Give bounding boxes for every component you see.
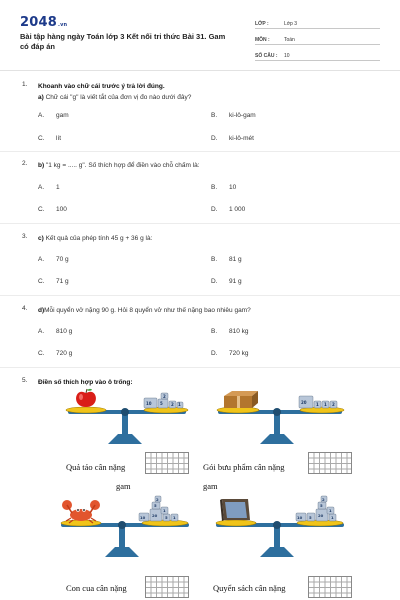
- weight-label: 2: [156, 497, 159, 502]
- option-b[interactable]: [211, 112, 256, 119]
- question-text: [38, 305, 383, 316]
- weight-label: 1: [316, 402, 319, 407]
- option-letter: A.: [38, 112, 45, 119]
- meta-value: 10: [284, 53, 290, 59]
- apple-icon: [76, 389, 96, 407]
- option-a[interactable]: [38, 184, 60, 191]
- option-c[interactable]: [38, 278, 69, 285]
- weight-label: 10: [146, 401, 152, 406]
- meta-row-count: [255, 48, 380, 61]
- meta-row-class: [255, 16, 380, 29]
- crab-icon: [62, 500, 100, 523]
- question-text: [38, 81, 383, 103]
- question-body: "1 kg = ..... g". Số thích hợp để điền vào chỗ chấm là:: [44, 162, 200, 169]
- scale-caption: Quyển sách cân nặng: [213, 583, 286, 593]
- question-instruction: Điền số thích hợp vào ô trống:: [38, 379, 133, 386]
- weight-label: 10: [140, 515, 146, 520]
- meta-key: SỐ CÂU :: [255, 53, 278, 59]
- option-letter: A.: [38, 328, 45, 335]
- weight-label: 1: [163, 508, 166, 513]
- answer-grid[interactable]: [308, 576, 352, 598]
- weight-label: 1: [331, 515, 334, 520]
- weight-label: 2: [332, 402, 335, 407]
- weight-label: 5: [320, 503, 323, 508]
- meta-info: [255, 16, 380, 64]
- logo-main: 2048: [20, 15, 57, 30]
- answer-grid[interactable]: [145, 452, 189, 474]
- weight-label: 5: [160, 401, 163, 406]
- option-a[interactable]: [38, 328, 72, 335]
- option-c[interactable]: [38, 135, 61, 142]
- question-number: 1.: [22, 81, 28, 88]
- weight-label: 20: [318, 513, 324, 518]
- option-letter: B.: [211, 184, 218, 191]
- question-instruction: Khoanh vào chữ cái trước ý trả lời đúng.: [38, 83, 165, 90]
- weight-label: 1: [178, 402, 181, 407]
- option-text: 1: [56, 184, 60, 191]
- option-text: 720 kg: [229, 350, 249, 357]
- question-number: 5.: [22, 377, 28, 384]
- option-letter: A.: [38, 184, 45, 191]
- weight-label: 1: [324, 402, 327, 407]
- parcel-icon: [224, 391, 258, 408]
- option-a[interactable]: [38, 256, 69, 263]
- option-b[interactable]: [211, 256, 242, 263]
- document-title: Bài tập hàng ngày Toán lớp 3 Kết nối tri thức Bài 31. Gam có đáp án: [20, 32, 226, 51]
- header-divider: [0, 70, 400, 71]
- weight-label: 10: [297, 515, 303, 520]
- unit-label: gam: [116, 481, 131, 491]
- option-d[interactable]: [211, 278, 242, 285]
- weight-label: 5: [154, 503, 157, 508]
- question-number: 2.: [22, 160, 28, 167]
- option-text: 81 g: [229, 256, 242, 263]
- option-a[interactable]: [38, 112, 69, 119]
- option-letter: B.: [211, 112, 218, 119]
- option-letter: C.: [38, 350, 45, 357]
- weight-label: 5: [309, 515, 312, 520]
- option-text: 70 g: [56, 256, 69, 263]
- option-c[interactable]: [38, 350, 72, 357]
- weight-label: 1: [173, 515, 176, 520]
- option-text: 91 g: [229, 278, 242, 285]
- weight-label: 20: [152, 513, 158, 518]
- meta-row-subject: [255, 32, 380, 45]
- question-prefix: c): [38, 235, 44, 242]
- site-logo[interactable]: [20, 15, 67, 30]
- question-separator: [0, 367, 400, 368]
- option-text: 720 g: [56, 350, 73, 357]
- option-letter: C.: [38, 206, 45, 213]
- balance-scale-crab: [55, 493, 195, 563]
- option-c[interactable]: [38, 206, 67, 213]
- logo-suffix: .vn: [57, 22, 68, 28]
- scale-caption: Gói bưu phẩm cân nặng: [203, 462, 285, 472]
- weight-label: 5: [165, 515, 168, 520]
- question-prefix: b): [38, 162, 45, 169]
- question-number: 4.: [22, 305, 28, 312]
- option-d[interactable]: [211, 350, 249, 357]
- option-text: 71 g: [56, 278, 69, 285]
- weight-label: 1: [329, 508, 332, 513]
- option-d[interactable]: [211, 135, 254, 142]
- meta-key: MÔN :: [255, 37, 270, 43]
- answer-grid[interactable]: [145, 576, 189, 598]
- option-text: 1 000: [229, 206, 246, 213]
- meta-key: LỚP :: [255, 21, 269, 27]
- option-text: ki-lô-gam: [229, 112, 256, 119]
- question-body: Chữ cái "g" là viết tắt của đơn vị đo nào dưới đây?: [43, 94, 192, 101]
- unit-label: gam: [203, 481, 218, 491]
- answer-grid[interactable]: [308, 452, 352, 474]
- option-text: ki-lô-mét: [229, 135, 254, 142]
- option-b[interactable]: [211, 328, 249, 335]
- question-prefix: d): [38, 307, 45, 314]
- option-letter: B.: [211, 256, 218, 263]
- option-text: 810 g: [56, 328, 73, 335]
- balance-scale-parcel: [210, 388, 350, 448]
- meta-value: Lớp 3: [284, 21, 298, 27]
- question-prefix: a): [38, 94, 44, 101]
- option-letter: C.: [38, 278, 45, 285]
- option-text: gam: [56, 112, 69, 119]
- option-letter: D.: [211, 206, 218, 213]
- option-b[interactable]: [211, 184, 236, 191]
- option-letter: B.: [211, 328, 218, 335]
- weight-label: 2: [163, 394, 166, 399]
- question-prompt: [38, 92, 383, 103]
- book-icon: [220, 499, 250, 521]
- question-body: Mỗi quyển vở nặng 90 g. Hỏi 8 quyển vở như thế nặng bao nhiêu gam?: [44, 307, 251, 314]
- question-number: 3.: [22, 233, 28, 240]
- question-text: [38, 160, 383, 171]
- question-separator: [0, 295, 400, 296]
- question-body: Kết quả của phép tính 45 g + 36 g là:: [43, 235, 153, 242]
- scale-caption: Quả táo cân nặng: [66, 462, 126, 472]
- option-text: 100: [56, 206, 67, 213]
- option-letter: A.: [38, 256, 45, 263]
- weight-label: 2: [171, 402, 174, 407]
- option-letter: D.: [211, 350, 218, 357]
- option-text: 810 kg: [229, 328, 249, 335]
- question-separator: [0, 151, 400, 152]
- option-letter: D.: [211, 135, 218, 142]
- meta-value: Toán: [284, 37, 295, 43]
- option-text: lít: [56, 135, 62, 142]
- question-separator: [0, 223, 400, 224]
- balance-scale-apple: [60, 388, 195, 448]
- option-d[interactable]: [211, 206, 245, 213]
- option-letter: D.: [211, 278, 218, 285]
- balance-scale-book: [210, 493, 350, 563]
- scale-caption: Con cua cân nặng: [66, 583, 127, 593]
- option-text: 10: [229, 184, 237, 191]
- weight-label: 2: [322, 497, 325, 502]
- question-text: [38, 233, 383, 244]
- weight-label: 20: [301, 400, 307, 405]
- option-letter: C.: [38, 135, 45, 142]
